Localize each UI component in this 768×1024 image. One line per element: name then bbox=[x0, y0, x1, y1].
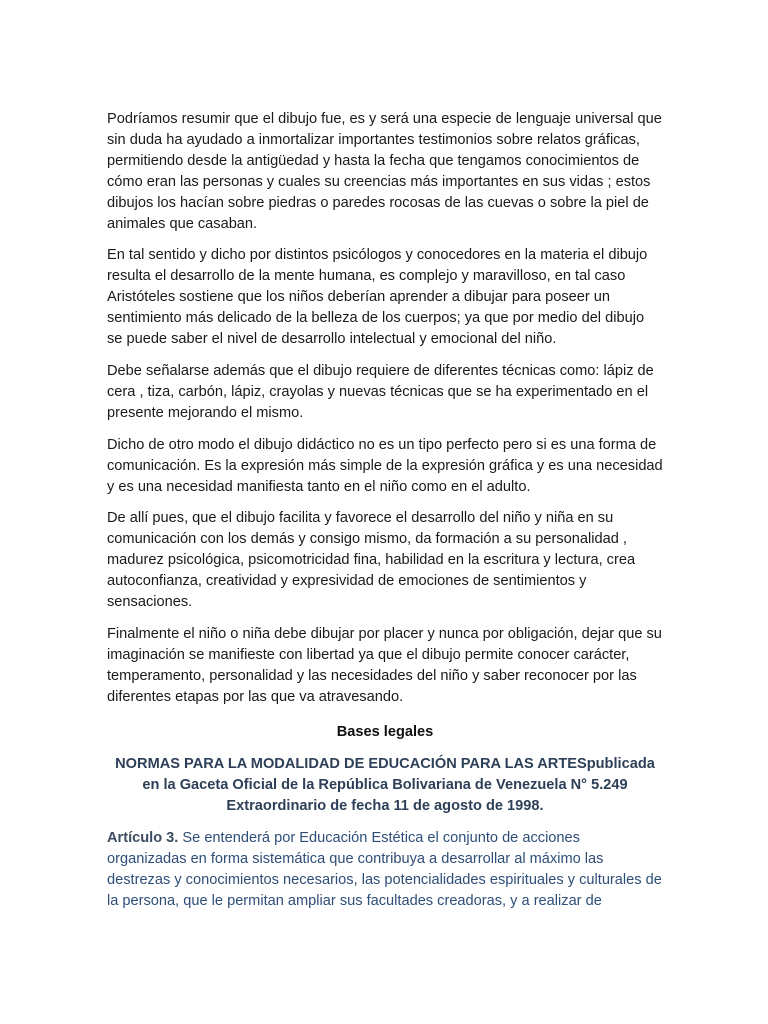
paragraph-dibujar-por-placer: Finalmente el niño o niña debe dibujar por placer y nunca por obligación, dejar que su imaginación se manifieste con libertad ya que el dibujo permite conocer carácter, temperamento, personalidad y las necesidades del niño y saber reconocer por las diferentes etapas por las que va atravesando. bbox=[107, 625, 662, 705]
paragraph-dibujo-didactico: Dicho de otro modo el dibujo didáctico no es un tipo perfecto pero si es una forma de comunicación. Es la expresión más simple de la expresión gráfica y es una necesidad y es una necesidad manifiesta tanto en el niño como en el adulto. bbox=[107, 436, 663, 495]
article-text: Se entenderá por Educación Estética el conjunto de acciones organizadas en forma sistemática que contribuya a desarrollar al máximo las destrezas y conocimientos necesarios, las potencialidades espirituales y culturales de la persona, que le permitan ampliar sus facultades creadoras, y a realizar de bbox=[107, 830, 662, 910]
paragraph-desarrollo-nino: De allí pues, que el dibujo facilita y favorece el desarrollo del niño y niña en su comunicación con los demás y consigo mismo, da formación a su personalidad , madurez psicológica, psicomotricidad fina, habilidad en la escritura y lectura, crea autoconfianza, creatividad y expresividad de emociones de sentimientos y sensaciones. bbox=[107, 510, 636, 611]
paragraph-tecnicas-dibujo: Debe señalarse además que el dibujo requiere de diferentes técnicas como: lápiz de cera , tiza, carbón, lápiz, crayolas y nuevas técnicas que se ha experimentado en el presente mejorando el mismo. bbox=[107, 362, 654, 421]
article-3 bbox=[107, 828, 663, 912]
article-label: Artículo 3. bbox=[107, 830, 179, 847]
norms-title: NORMAS PARA LA MODALIDAD DE EDUCACIÓN PARA LAS ARTESpublicada en la Gaceta Oficial de la República Bolivariana de Venezuela N° 5.249 Extraordinario de fecha 11 de agosto de 1998. bbox=[115, 756, 655, 815]
section-heading-bases-legales: Bases legales bbox=[336, 723, 434, 740]
paragraph-dibujo-lenguaje-universal: Podríamos resumir que el dibujo fue, es y será una especie de lenguaje universal que sin duda ha ayudado a inmortalizar importantes testimonios sobre relatos gráficas, permitiendo desde la antigüedad y hasta la fecha que tengamos conocimientos de cómo eran las personas y cuales su creencias más importantes en sus vidas ; estos dibujos los hacían sobre piedras o paredes rocosas de las cuevas o sobre la piel de animales que casaban. bbox=[107, 111, 662, 232]
paragraph-desarrollo-mente: En tal sentido y dicho por distintos psicólogos y conocedores en la materia el dibujo resulta el desarrollo de la mente humana, es complejo y maravilloso, en tal caso Aristóteles sostiene que los niños deberían aprender a dibujar para poseer un sentimiento más delicado de la belleza de los cuerpos; ya que por medio del dibujo se puede saber el nivel de desarrollo intelectual y emocional del niño. bbox=[107, 247, 648, 348]
document-page bbox=[107, 109, 663, 912]
